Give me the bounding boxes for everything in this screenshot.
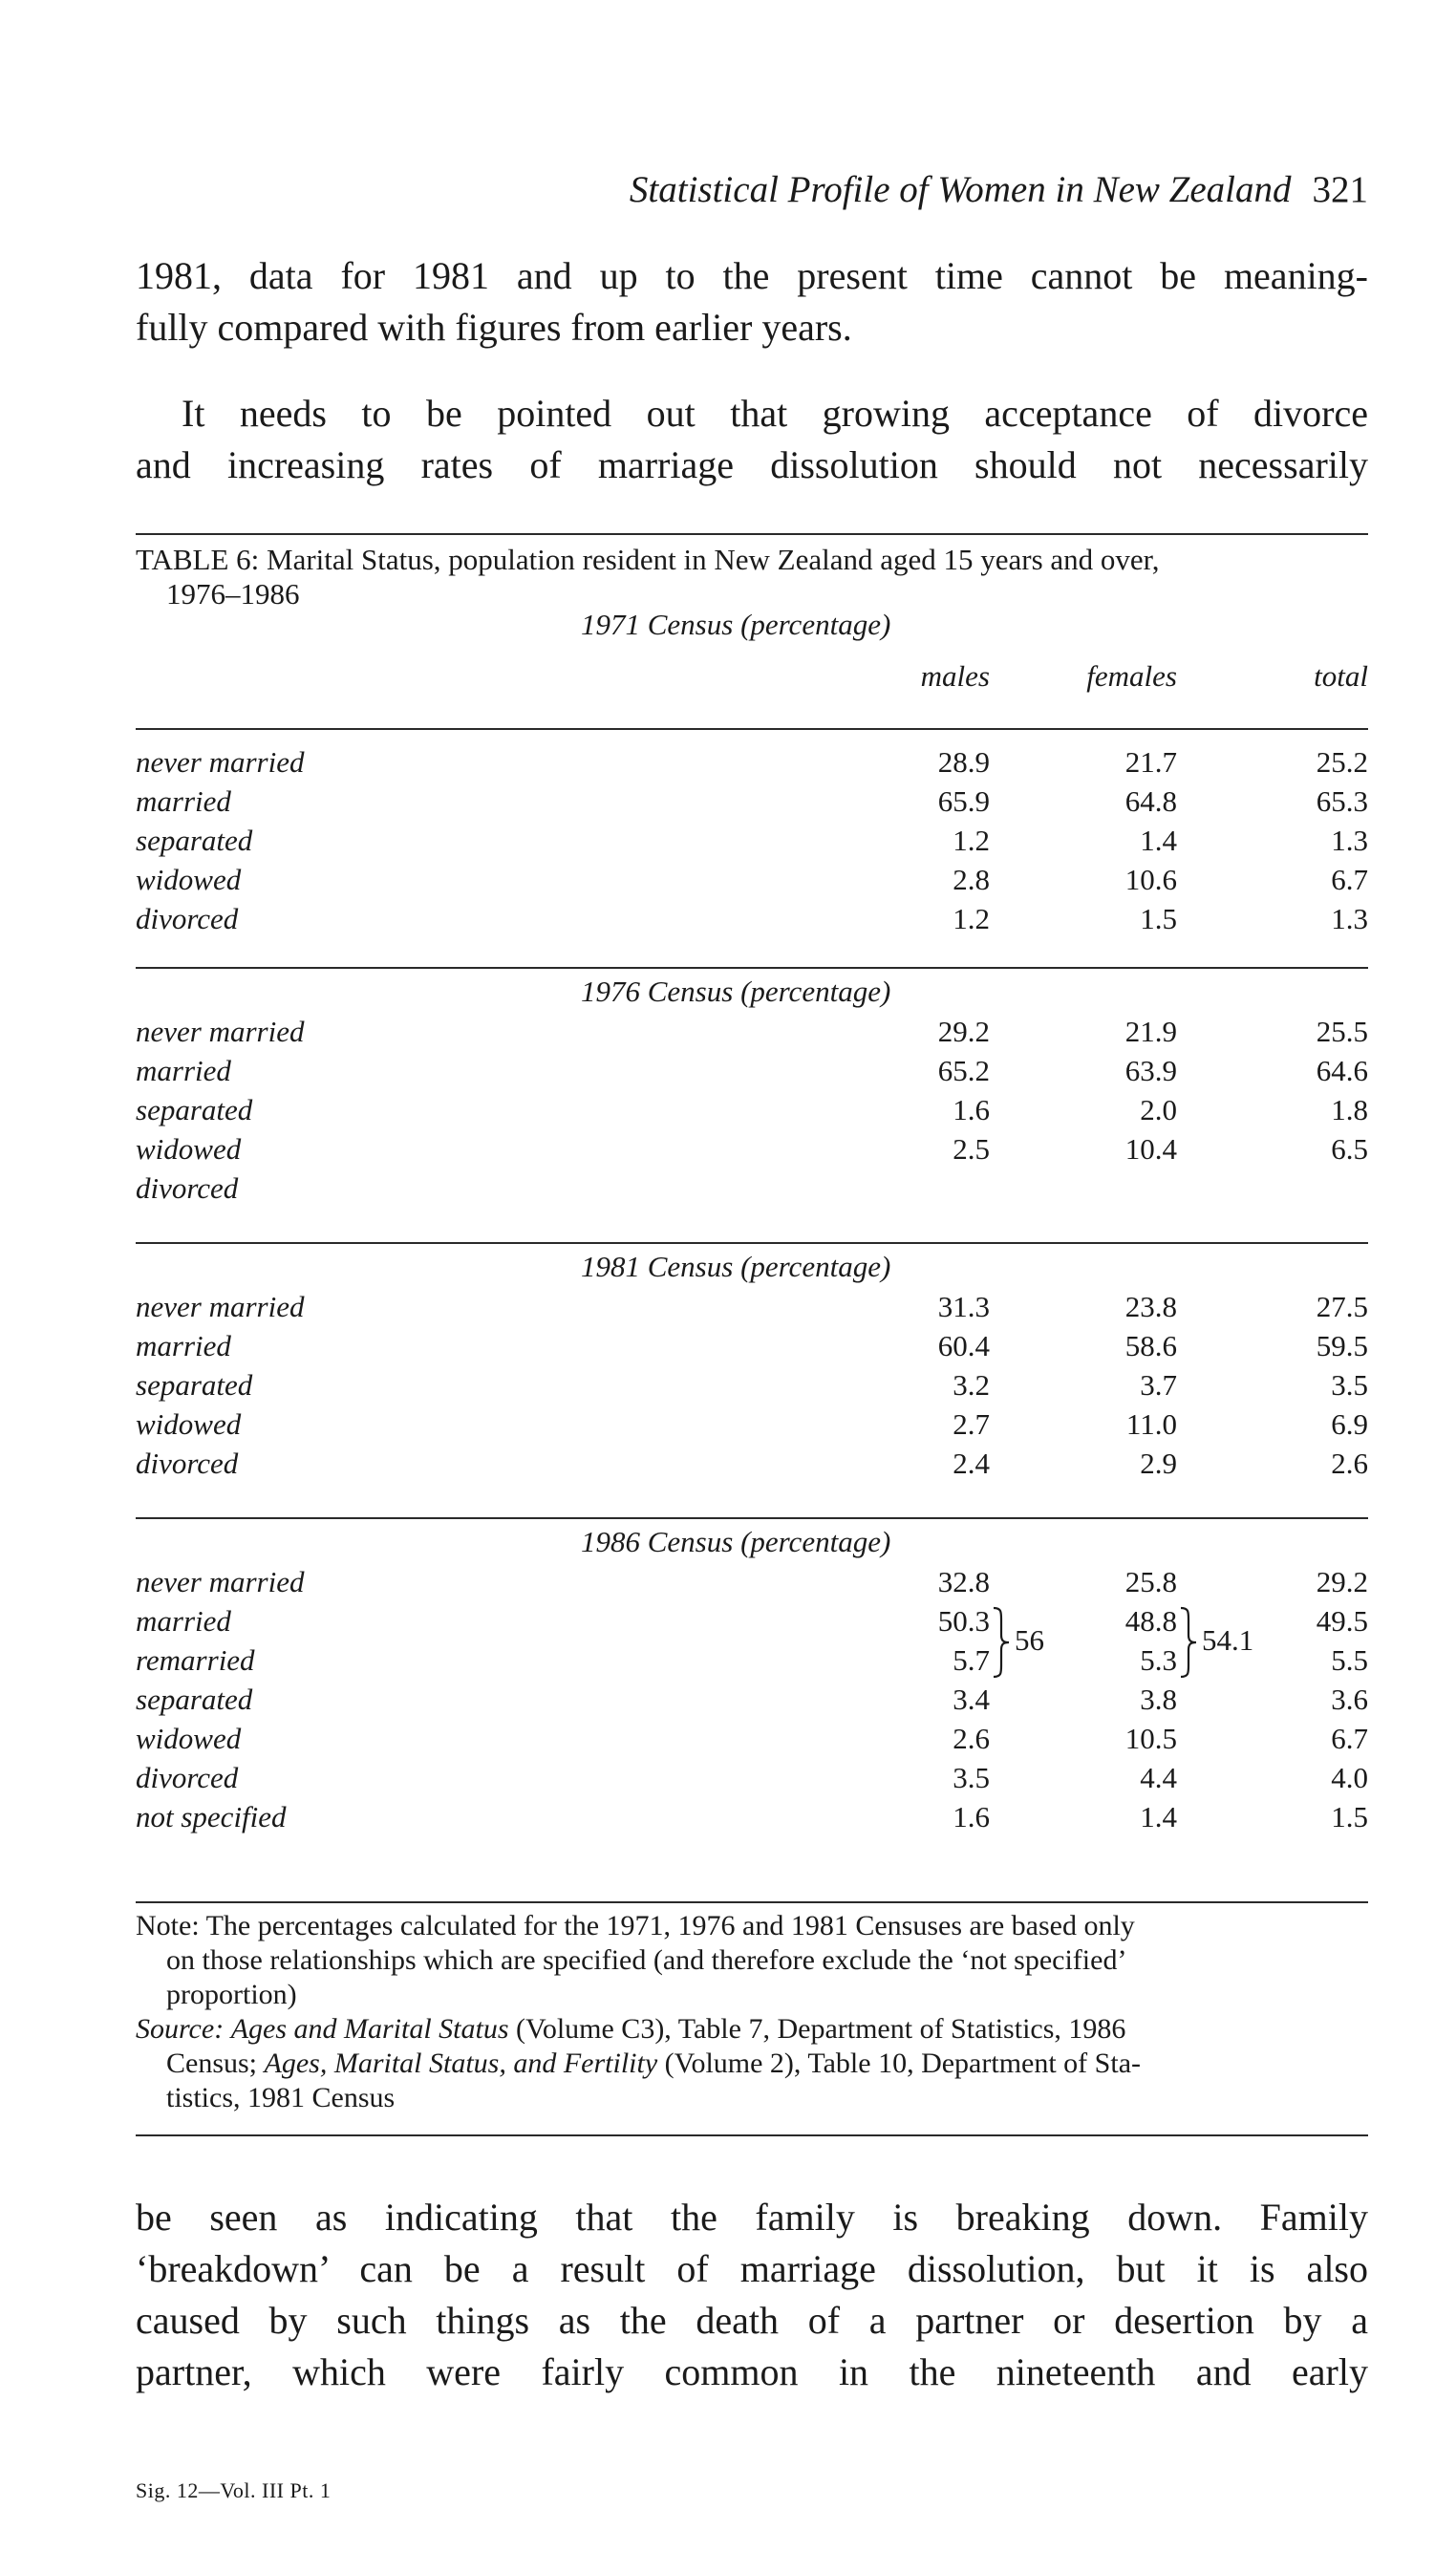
source-line: Census; Ages, Marital Status, and Fertility (Volume 2), Table 10, Department of Sta-	[166, 2048, 1141, 2079]
cell-total: 1.3	[1331, 824, 1368, 857]
cell-males: 65.2	[937, 1054, 990, 1087]
cell-total: 1.8	[1331, 1093, 1368, 1126]
section-rule	[136, 1517, 1368, 1519]
cell-total: 1.3	[1331, 902, 1368, 935]
cell-males: 28.9	[937, 745, 990, 779]
table-note	[136, 1909, 1368, 2012]
cell-total: 5.5	[1331, 1643, 1368, 1677]
row-label: divorced	[136, 1171, 239, 1205]
row-label: widowed	[136, 1722, 242, 1755]
table-caption	[136, 543, 1368, 611]
cell-females: 63.9	[1124, 1054, 1177, 1087]
paragraph-line: and increasing rates of marriage dissolution should not necessarily	[136, 443, 1368, 486]
cell-total: 64.6	[1316, 1054, 1368, 1087]
cell-total: 6.9	[1331, 1407, 1368, 1441]
row-label: separated	[136, 824, 253, 857]
row-label: divorced	[136, 1447, 239, 1480]
source-title: Ages and Marital Status	[230, 2013, 509, 2045]
paragraph-line: caused by such things as the death of a partner or desertion by a	[136, 2299, 1368, 2342]
row-label: married	[136, 1329, 231, 1362]
running-head-title: Statistical Profile of Women in New Zealand	[629, 169, 1292, 210]
cell-females: 25.8	[1124, 1565, 1177, 1598]
cell-females: 2.9	[1140, 1447, 1177, 1480]
census-heading: 1971 Census (percentage)	[581, 608, 891, 641]
row-label: separated	[136, 1093, 253, 1126]
note-line: Note: The percentages calculated for the 1971, 1976 and 1981 Censuses are based only	[136, 1910, 1135, 1941]
cell-females: 10.4	[1124, 1132, 1177, 1166]
cell-males: 3.4	[953, 1683, 990, 1716]
row-label: widowed	[136, 1132, 242, 1166]
cell-males: 60.4	[937, 1329, 990, 1362]
table-source	[136, 2012, 1368, 2115]
cell-total: 25.5	[1316, 1015, 1368, 1048]
cell-females: 48.8	[1124, 1604, 1177, 1638]
cell-males: 32.8	[937, 1565, 990, 1598]
cell-females: 4.4	[1140, 1761, 1177, 1794]
table-caption-line: TABLE 6: Marital Status, population resident in New Zealand aged 15 years and over,	[136, 543, 1160, 576]
cell-males: 1.2	[953, 824, 990, 857]
cell-total: 6.7	[1331, 1722, 1368, 1755]
cell-males: 1.6	[953, 1093, 990, 1126]
section-rule	[136, 1242, 1368, 1244]
cell-males: 1.6	[953, 1800, 990, 1833]
row-label: never married	[136, 1015, 305, 1048]
cell-females: 58.6	[1124, 1329, 1177, 1362]
table-bottom-rule	[136, 2134, 1368, 2136]
cell-males: 3.5	[953, 1761, 990, 1794]
source-title: Ages, Marital Status, and Fertility	[264, 2048, 658, 2079]
section-rule	[136, 967, 1368, 969]
cell-total: 49.5	[1316, 1604, 1368, 1638]
row-label: separated	[136, 1683, 253, 1716]
cell-females: 3.7	[1140, 1368, 1177, 1402]
row-label: separated	[136, 1368, 253, 1402]
note-top-rule	[136, 1901, 1368, 1903]
row-label: not specified	[136, 1800, 287, 1833]
signature-mark: Sig. 12—Vol. III Pt. 1	[136, 2478, 332, 2502]
table-caption-line: 1976–1986	[166, 577, 300, 611]
page-number: 321	[1312, 169, 1368, 210]
paragraph-line: 1981, data for 1981 and up to the present time cannot be meaning-	[136, 254, 1368, 297]
cell-females: 10.6	[1124, 863, 1177, 896]
census-heading: 1976 Census (percentage)	[581, 975, 891, 1008]
cell-males: 31.3	[937, 1290, 990, 1323]
cell-females: 10.5	[1124, 1722, 1177, 1755]
cell-females: 3.8	[1140, 1683, 1177, 1716]
paragraph-line: It needs to be pointed out that growing acceptance of divorce	[182, 392, 1368, 435]
cell-males: 2.4	[953, 1447, 990, 1480]
cell-males: 2.5	[953, 1132, 990, 1166]
cell-males: 2.8	[953, 863, 990, 896]
row-label: divorced	[136, 902, 239, 935]
cell-total: 4.0	[1331, 1761, 1368, 1794]
document-page	[136, 0, 1368, 2573]
cell-females: 21.7	[1124, 745, 1177, 779]
row-label: married	[136, 784, 231, 818]
cell-females: 2.0	[1140, 1093, 1177, 1126]
brace-total-females: 54.1	[1202, 1623, 1254, 1657]
row-label: widowed	[136, 863, 242, 896]
cell-total: 1.5	[1331, 1800, 1368, 1833]
cell-males: 1.2	[953, 902, 990, 935]
cell-total: 65.3	[1316, 784, 1368, 818]
brace-icon	[1179, 1606, 1198, 1679]
paragraph-line: ‘breakdown’ can be a result of marriage dissolution, but it is also	[136, 2247, 1368, 2290]
cell-males: 2.7	[953, 1407, 990, 1441]
cell-females: 64.8	[1124, 784, 1177, 818]
row-label: married	[136, 1054, 231, 1087]
row-label: divorced	[136, 1761, 239, 1794]
cell-females: 5.3	[1140, 1643, 1177, 1677]
cell-total: 59.5	[1316, 1329, 1368, 1362]
column-header-males: males	[920, 659, 990, 693]
note-line: proportion)	[166, 1979, 297, 2010]
row-label: remarried	[136, 1643, 255, 1677]
table-top-rule	[136, 533, 1368, 535]
cell-males: 29.2	[937, 1015, 990, 1048]
paragraph-intro	[136, 250, 1368, 354]
cell-females: 1.4	[1140, 1800, 1177, 1833]
cell-females: 23.8	[1124, 1290, 1177, 1323]
cell-total: 3.6	[1331, 1683, 1368, 1716]
source-line: Source: Ages and Marital Status (Volume C3), Table 7, Department of Statistics, 1986	[136, 2013, 1126, 2045]
cell-total: 29.2	[1316, 1565, 1368, 1598]
column-header-females: females	[1086, 659, 1177, 693]
row-label: widowed	[136, 1407, 242, 1441]
row-label: never married	[136, 745, 305, 779]
cell-males: 2.6	[953, 1722, 990, 1755]
cell-females: 21.9	[1124, 1015, 1177, 1048]
cell-females: 11.0	[1125, 1407, 1177, 1441]
cell-total: 6.5	[1331, 1132, 1368, 1166]
cell-total: 25.2	[1316, 745, 1368, 779]
census-heading: 1981 Census (percentage)	[581, 1250, 891, 1283]
cell-males: 65.9	[937, 784, 990, 818]
paragraph-breakdown	[136, 2192, 1368, 2398]
running-head	[413, 168, 1368, 211]
row-label: married	[136, 1604, 231, 1638]
cell-females: 1.4	[1140, 824, 1177, 857]
column-header-rule	[136, 728, 1368, 730]
cell-males: 3.2	[953, 1368, 990, 1402]
census-heading: 1986 Census (percentage)	[581, 1525, 891, 1558]
paragraph-line: be seen as indicating that the family is breaking down. Family	[136, 2196, 1368, 2239]
cell-males: 5.7	[953, 1643, 990, 1677]
paragraph-acceptance	[136, 388, 1368, 491]
note-line: on those relationships which are specified (and therefore exclude the ‘not specified’	[166, 1944, 1127, 1976]
cell-total: 27.5	[1316, 1290, 1368, 1323]
row-label: never married	[136, 1290, 305, 1323]
paragraph-line: fully compared with figures from earlier years.	[136, 306, 852, 349]
cell-total: 3.5	[1331, 1368, 1368, 1402]
row-label: never married	[136, 1565, 305, 1598]
cell-females: 1.5	[1140, 902, 1177, 935]
paragraph-line: partner, which were fairly common in the nineteenth and early	[136, 2350, 1368, 2393]
cell-total: 2.6	[1331, 1447, 1368, 1480]
cell-males: 50.3	[937, 1604, 990, 1638]
cell-total: 6.7	[1331, 863, 1368, 896]
source-label: Source:	[136, 2013, 225, 2045]
brace-total-males: 56	[1015, 1623, 1044, 1657]
source-line: tistics, 1981 Census	[166, 2082, 396, 2113]
column-header-total: total	[1314, 659, 1368, 693]
brace-icon	[992, 1606, 1011, 1679]
